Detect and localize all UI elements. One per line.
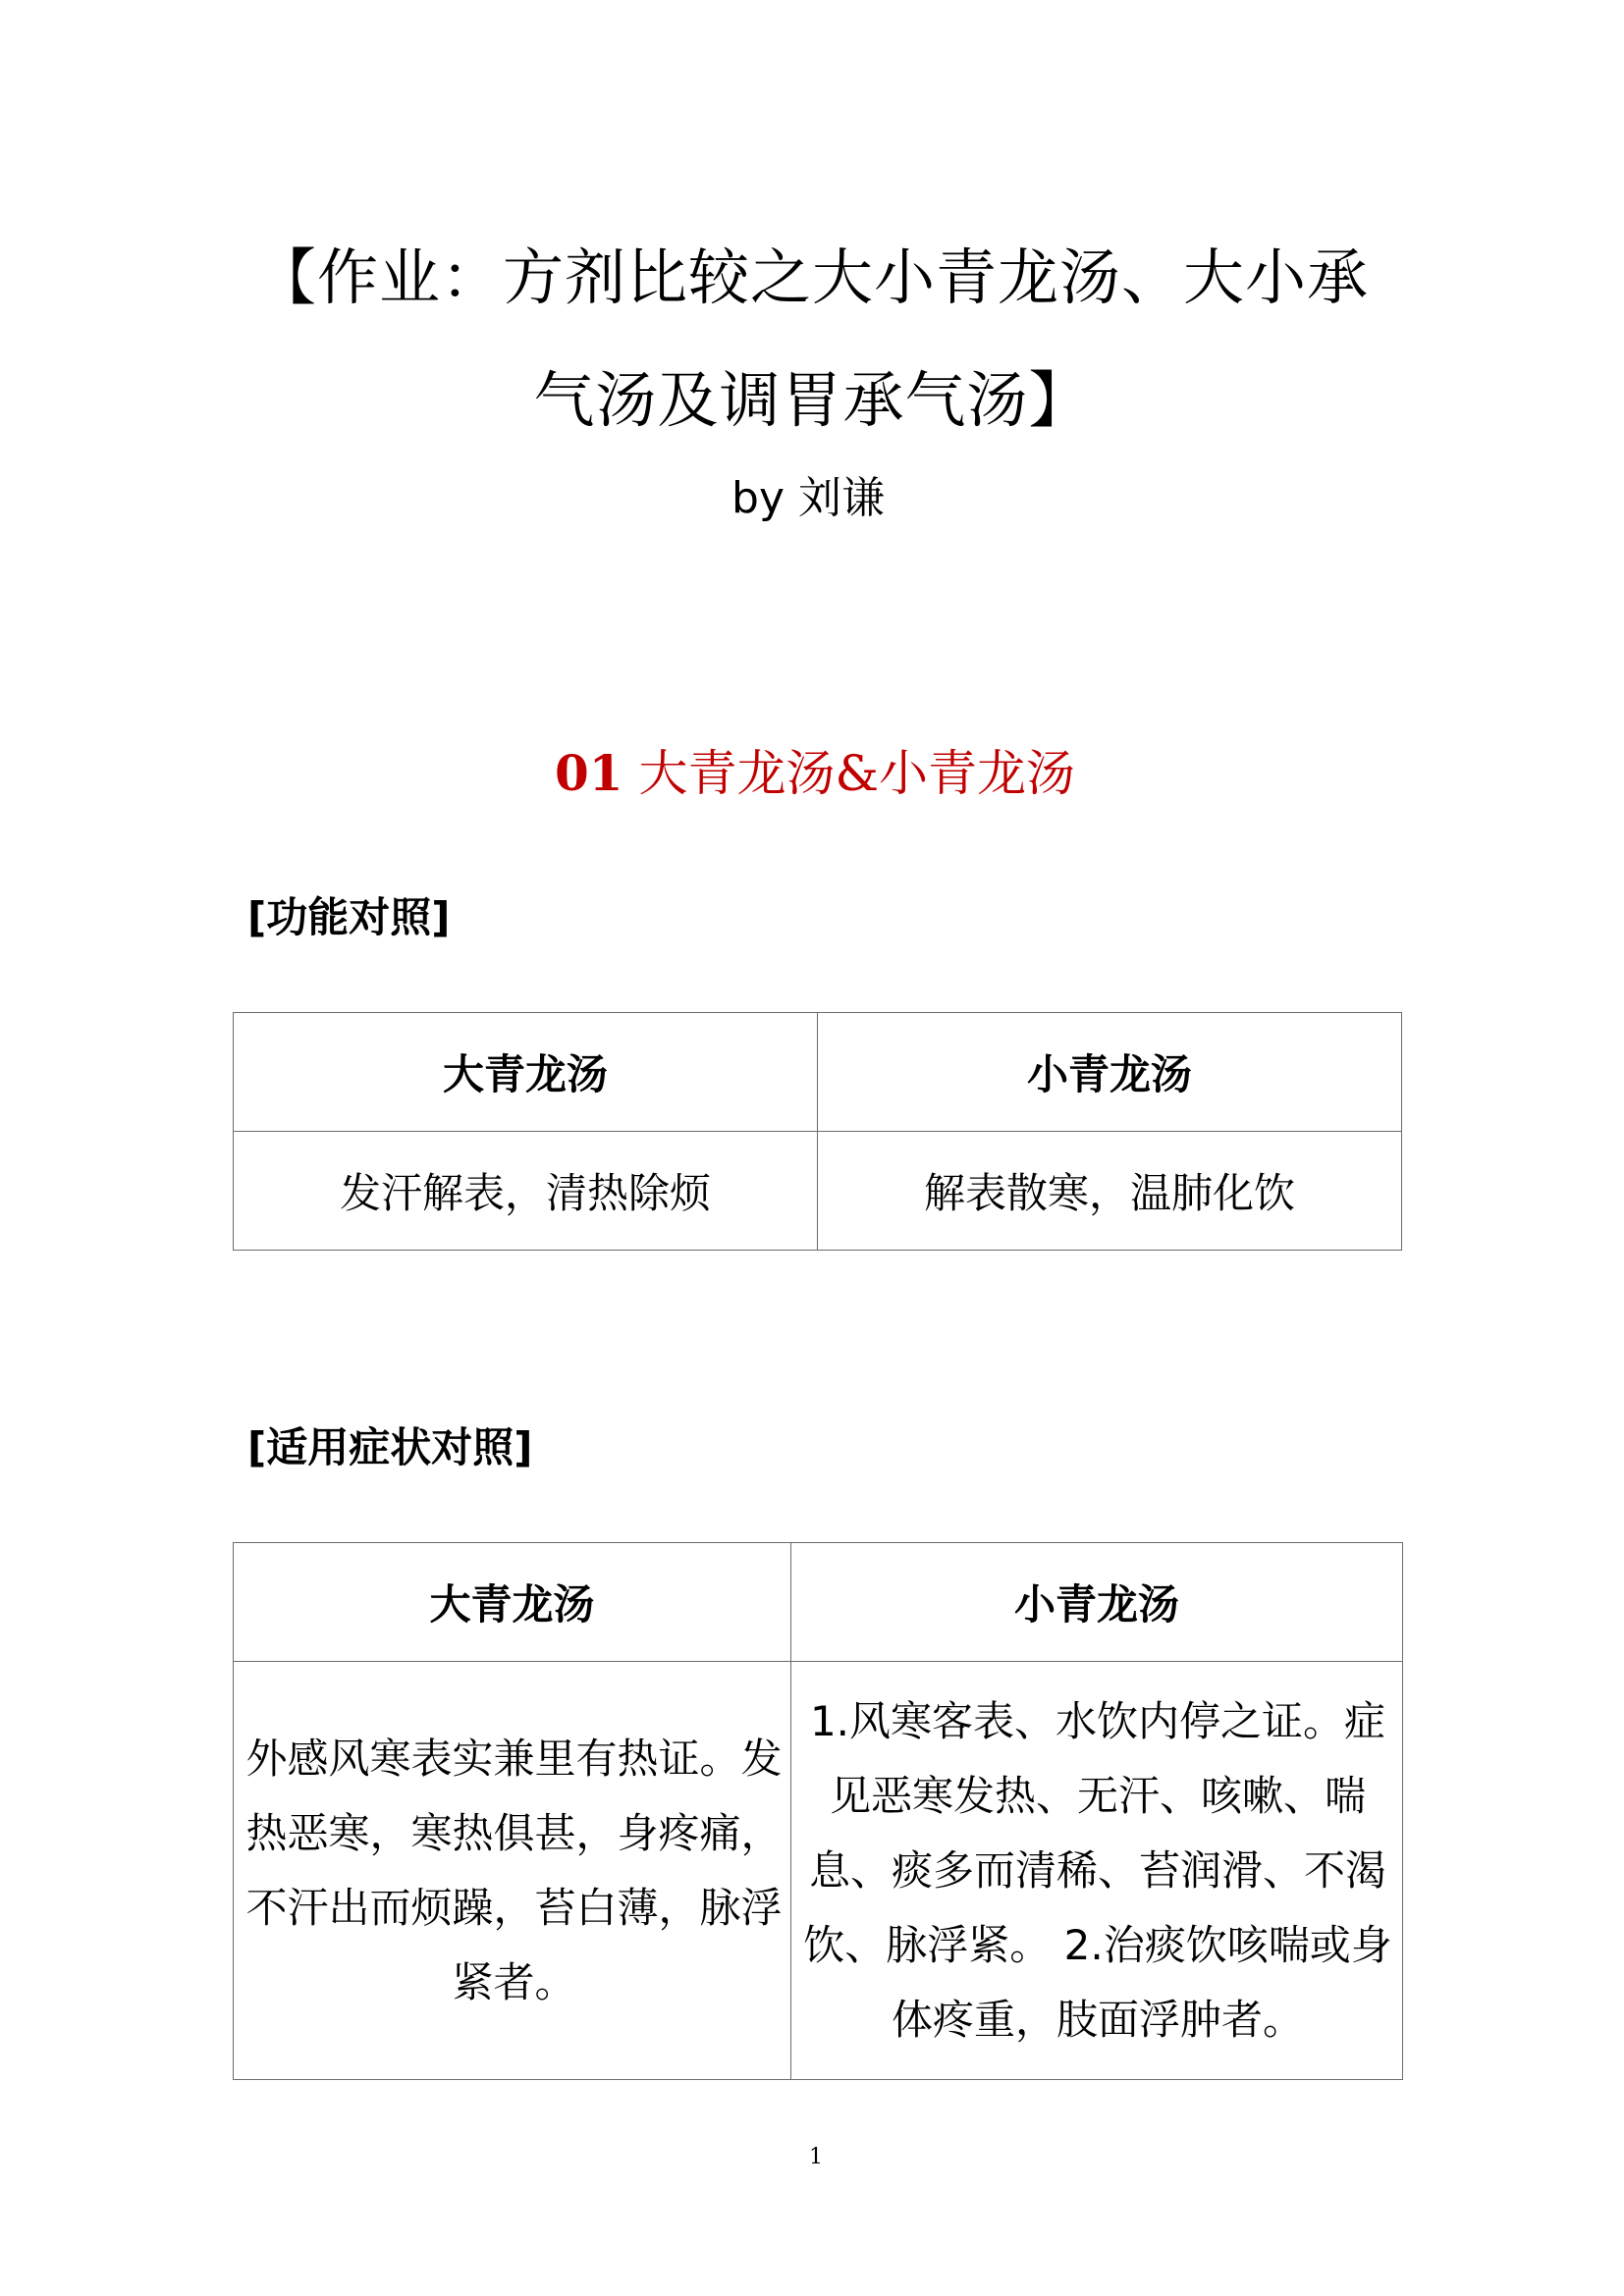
table-cell: 发汗解表，清热除烦 (234, 1132, 818, 1251)
column-header: 大青龙汤 (234, 1013, 818, 1132)
table-cell: 外感风寒表实兼里有热证。发热恶寒，寒热俱甚，身疼痛，不汗出而烦躁，苔白薄，脉浮紧者。 (234, 1662, 791, 2080)
table-cell: 解表散寒，温肺化饮 (818, 1132, 1402, 1251)
symptoms-heading: [适用症状对照] (247, 1423, 533, 1471)
document-title: 【作业：方剂比较之大小青龙汤、大小承气汤及调胃承气汤】 (254, 241, 1369, 436)
author-byline: by 刘谦 (731, 473, 885, 523)
table-header-row (234, 1013, 1402, 1132)
column-header: 小青龙汤 (818, 1013, 1402, 1132)
table-row (234, 1132, 1402, 1251)
section-title: 大青龙汤&小青龙汤 (638, 745, 1075, 802)
column-header: 大青龙汤 (234, 1543, 791, 1662)
column-header: 小青龙汤 (791, 1543, 1403, 1662)
table-header-row (234, 1543, 1403, 1662)
page-number: 1 (809, 2145, 823, 2169)
table-cell: 1.风寒客表、水饮内停之证。症见恶寒发热、无汗、咳嗽、喘息、痰多而清稀、苔润滑、不渴饮、脉浮紧。 2.治痰饮咳喘或身体疼重，肢面浮肿者。 (791, 1662, 1403, 2080)
table-row (234, 1662, 1403, 2080)
section-number: 01 (554, 744, 623, 802)
functions-heading: [功能对照] (247, 893, 451, 941)
functions-table (233, 1012, 1402, 1251)
section-heading (3, 739, 1624, 808)
symptoms-table (233, 1542, 1403, 2080)
